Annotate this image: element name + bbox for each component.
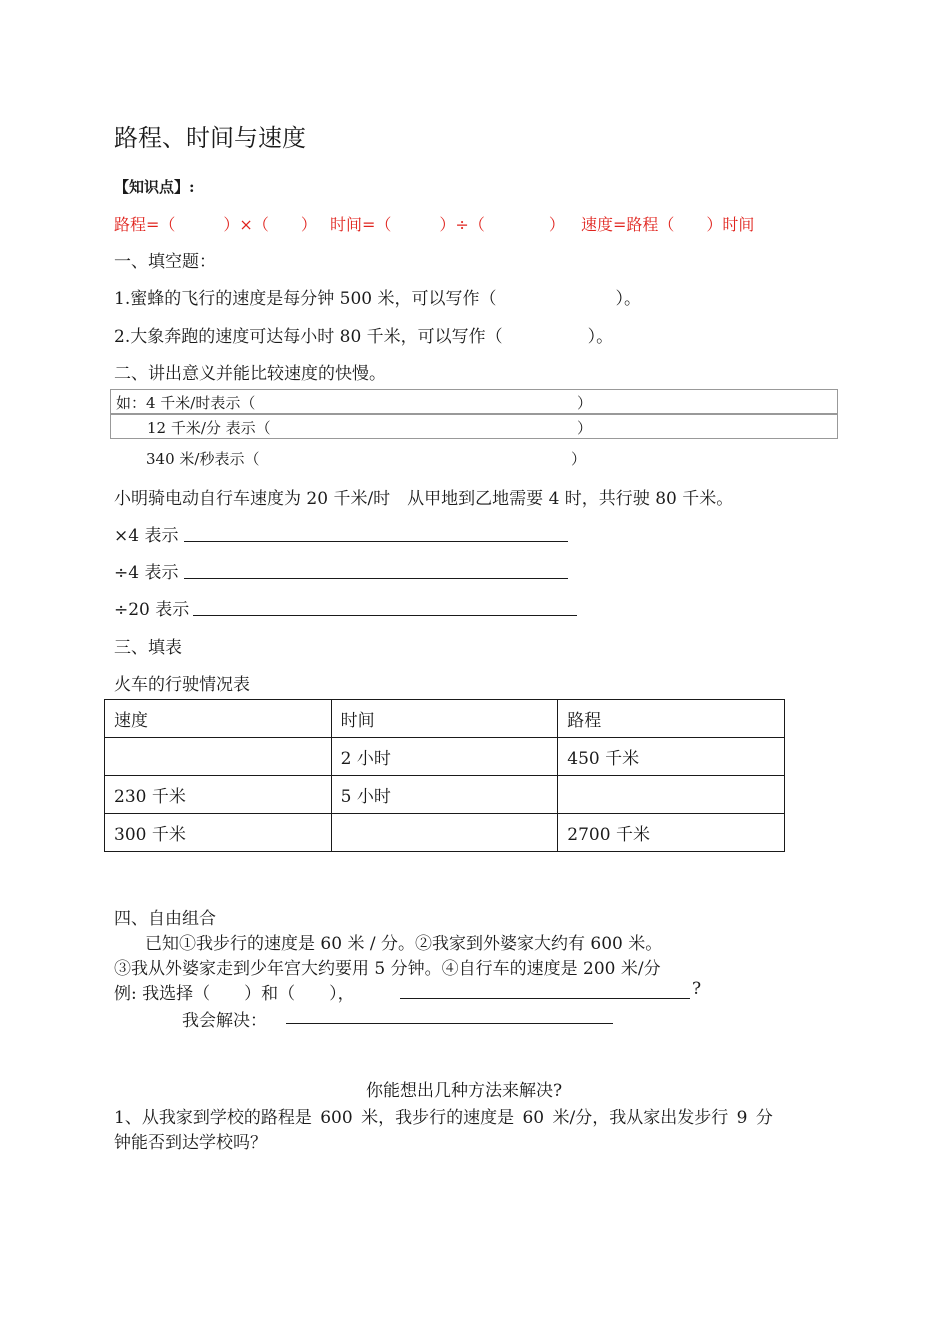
- table-row: [105, 738, 785, 776]
- table-cell: 2 小时: [331, 738, 558, 776]
- meaning-row-2-label: 12 千米/分 表示（: [147, 419, 271, 437]
- problem-line-1: 1、从我家到学校的路程是 600 米，我步行的速度是 60 米/分，我从家出发步行 9 分: [114, 1108, 773, 1128]
- line-div20-label: ÷20 表示: [114, 600, 190, 620]
- line-div20-blank[interactable]: [193, 615, 577, 616]
- table-cell: 2700 千米: [558, 814, 785, 852]
- story-text: 小明骑电动自行车速度为 20 千米/时 从甲地到乙地需要 4 时，共行驶 80 千米。: [114, 489, 734, 509]
- example-line: 例: 我选择（ ）和（ ），: [114, 984, 355, 1004]
- section-2-heading: 二、讲出意义并能比较速度的快慢。: [114, 364, 386, 384]
- table-row: [105, 776, 785, 814]
- solve-blank[interactable]: [286, 1023, 613, 1024]
- meaning-row-1-label: 如：4 千米/时表示（: [116, 394, 256, 412]
- page-title: 路程、时间与速度: [114, 124, 306, 152]
- line-div4-blank[interactable]: [184, 578, 568, 579]
- train-table: [104, 699, 785, 852]
- meaning-row-1: [110, 389, 838, 414]
- header-time: 时间: [331, 700, 558, 738]
- meaning-row-3-label: 340 米/秒表示（: [146, 450, 260, 468]
- problem-line-2: 钟能否到达学校吗？: [114, 1133, 267, 1153]
- line-x4-blank[interactable]: [184, 541, 568, 542]
- example-blank[interactable]: [400, 998, 690, 999]
- meaning-row-1-close: ）: [577, 394, 593, 412]
- table-cell[interactable]: [105, 738, 332, 776]
- known-line-1: 已知①我步行的速度是 60 米 / 分。②我家到外婆家大约有 600 米。: [145, 934, 663, 954]
- table-title: 火车的行驶情况表: [114, 675, 250, 695]
- table-header-row: [105, 700, 785, 738]
- section-1-heading: 一、填空题：: [114, 252, 216, 272]
- question-2: 2.大象奔跑的速度可达每小时 80 千米，可以写作（ ）。: [114, 327, 614, 347]
- section-3-heading: 三、填表: [114, 638, 182, 658]
- known-line-2: ③我从外婆家走到少年宫大约要用 5 分钟。④自行车的速度是 200 米/分: [114, 959, 661, 979]
- line-div4-label: ÷4 表示: [114, 563, 179, 583]
- table-cell: 230 千米: [105, 776, 332, 814]
- formula-distance: 路程=（ ）×（ ）: [114, 215, 317, 234]
- section-4-heading: 四、自由组合: [114, 909, 216, 929]
- question-1: 1.蜜蜂的飞行的速度是每分钟 500 米，可以写作（ ）。: [114, 289, 641, 309]
- meaning-row-3-close: ）: [571, 450, 587, 468]
- header-speed: 速度: [105, 700, 332, 738]
- table-cell[interactable]: [331, 814, 558, 852]
- meaning-row-2: [110, 414, 838, 439]
- example-qmark: ?: [692, 979, 702, 999]
- meaning-row-2-close: ）: [577, 419, 593, 437]
- line-x4-label: ×4 表示: [114, 526, 179, 546]
- table-cell: 450 千米: [558, 738, 785, 776]
- formula-speed: 速度=路程（ ）时间: [581, 215, 755, 234]
- formula-time: 时间=（ ）÷（ ）: [330, 215, 565, 234]
- knowledge-label: 【知识点】:: [114, 178, 195, 196]
- table-cell[interactable]: [558, 776, 785, 814]
- solve-label: 我会解决：: [182, 1011, 267, 1031]
- table-row: [105, 814, 785, 852]
- table-cell: 300 千米: [105, 814, 332, 852]
- section-5-heading: 你能想出几种方法来解决?: [366, 1081, 563, 1101]
- table-cell: 5 小时: [331, 776, 558, 814]
- header-distance: 路程: [558, 700, 785, 738]
